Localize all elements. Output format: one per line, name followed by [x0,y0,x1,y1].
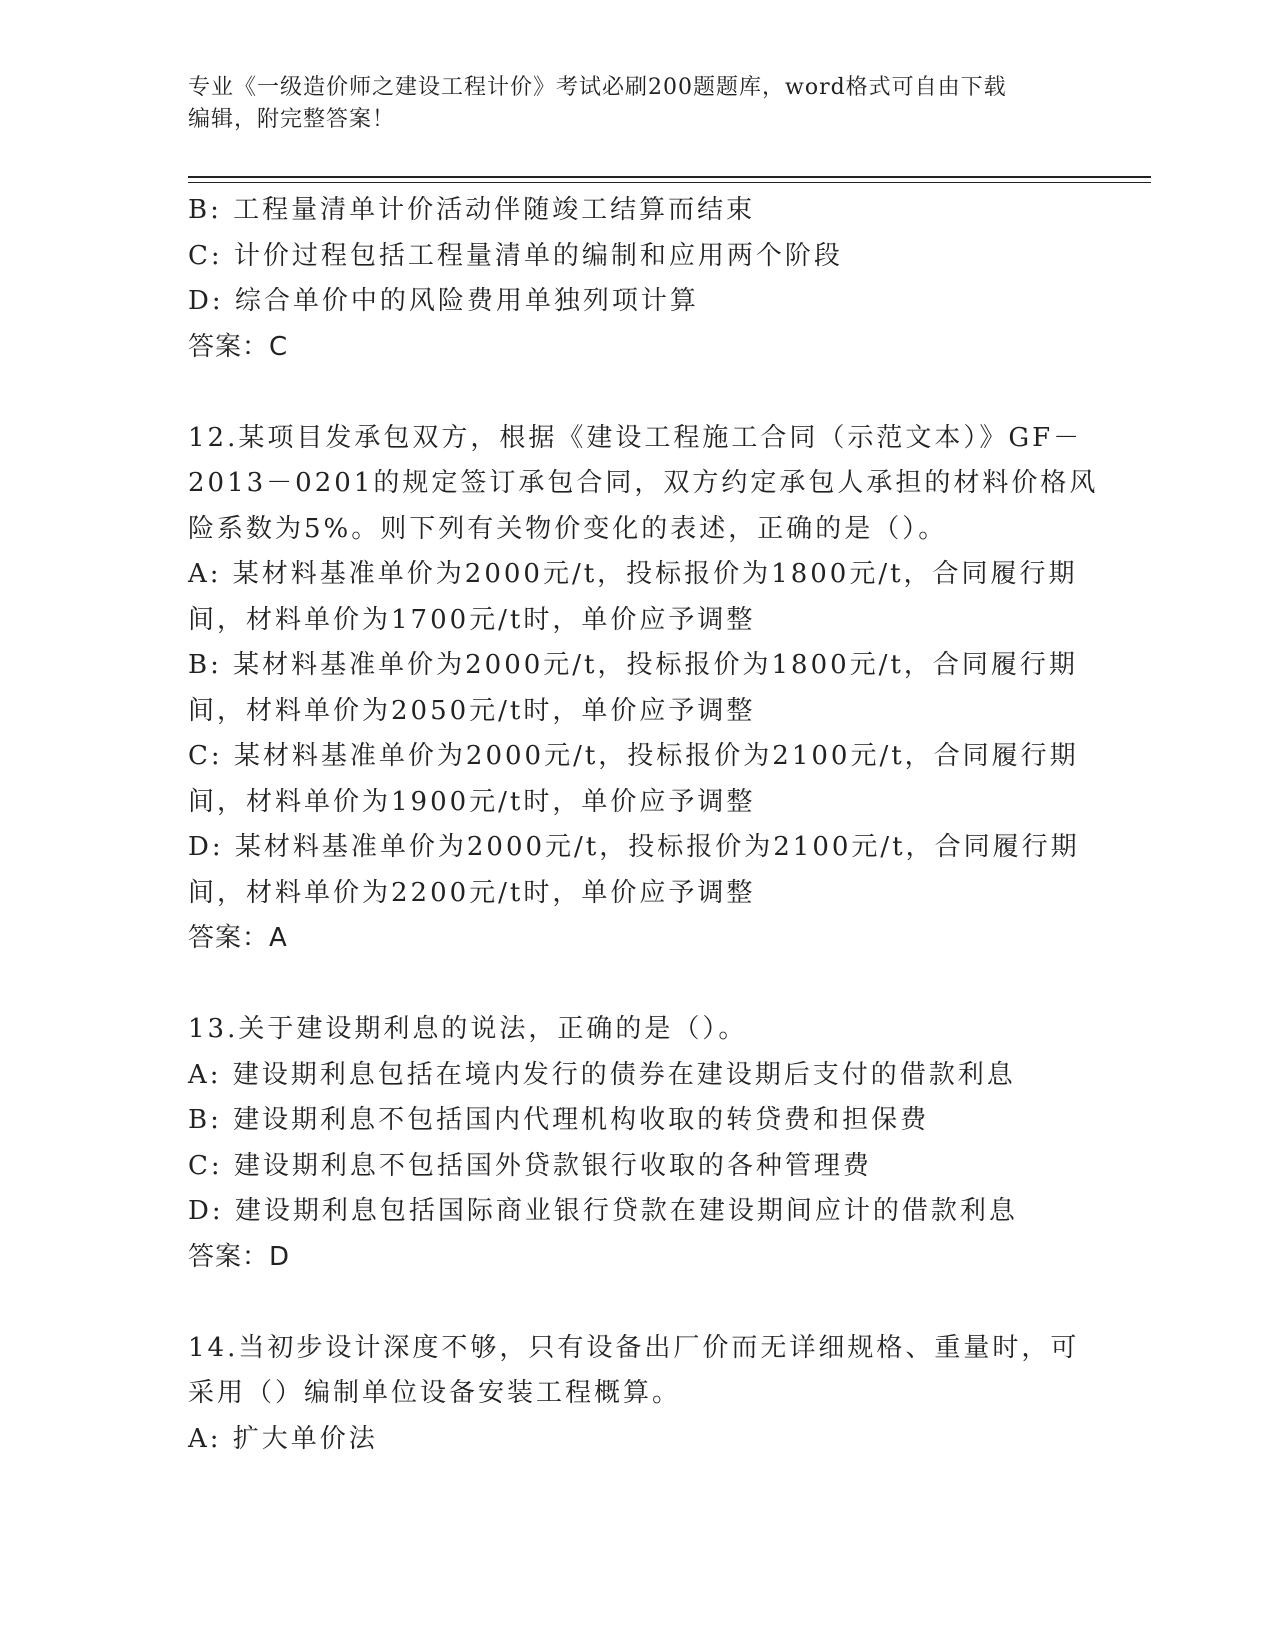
option-d: D: 综合单价中的风险费用单独列项计算 [188,286,699,316]
option-a: A: 建设期利息包括在境内发行的债券在建设期后支付的借款利息 [188,1059,1016,1090]
question-stem: 2013－0201的规定签订承包合同，双方约定承包人承担的材料价格风 [188,468,1099,498]
option-b: B: 某材料基准单价为2000元/t，投标报价为1800元/t，合同履行期 [188,650,1078,680]
option-b-cont: 间，材料单价为2050元/t时，单价应予调整 [188,695,756,726]
question-stem: 12.某项目发承包双方，根据《建设工程施工合同（示范文本）》GF－ [188,422,1083,453]
option-c-cont: 间，材料单价为1900元/t时，单价应予调整 [188,786,756,817]
option-a: A: 扩大单价法 [188,1423,378,1454]
question-stem: 采用（）编制单位设备安装工程概算。 [188,1378,682,1408]
header-line-2: 编辑，附完整答案！ [188,107,396,132]
header-divider-thick [188,176,1151,178]
spacer [188,370,1088,416]
option-b: B: 工程量清单计价活动伴随竣工结算而结束 [188,195,756,225]
answer: 答案：D [188,1241,291,1272]
option-c: C: 建设期利息不包括国外贷款银行收取的各种管理费 [188,1150,872,1181]
question-stem: 14.当初步设计深度不够，只有设备出厂价而无详细规格、重量时，可 [188,1332,1080,1363]
question-13 [188,1007,1088,1280]
answer: 答案：A [188,923,288,953]
option-c: C: 计价过程包括工程量清单的编制和应用两个阶段 [188,240,843,271]
option-a: A: 某材料基准单价为2000元/t，投标报价为1800元/t，合同履行期 [188,559,1078,589]
spacer [188,962,1088,1008]
answer: 答案：C [188,331,289,362]
question-12 [188,416,1099,962]
header-divider-thin [188,182,1151,183]
option-c: C: 某材料基准单价为2000元/t，投标报价为2100元/t，合同履行期 [188,741,1079,771]
header-line-1: 专业《一级造价师之建设工程计价》考试必刷200题题库，word格式可自由下载 [188,75,1007,100]
question-14 [188,1326,1088,1463]
option-d: D: 建设期利息包括国际商业银行贷款在建设期间应计的借款利息 [188,1196,1018,1226]
option-d: D: 某材料基准单价为2000元/t，投标报价为2100元/t，合同履行期 [188,832,1080,862]
question-11-tail [188,188,1088,370]
option-a-cont: 间，材料单价为1700元/t时，单价应予调整 [188,604,756,635]
option-b: B: 建设期利息不包括国内代理机构收取的转贷费和担保费 [188,1105,930,1135]
spacer [188,1280,1088,1326]
question-content [188,188,1099,1462]
question-stem: 险系数为5%。则下列有关物价变化的表述，正确的是（）。 [188,513,948,544]
document-header [188,72,1088,136]
option-d-cont: 间，材料单价为2200元/t时，单价应予调整 [188,877,756,908]
question-stem: 13.关于建设期利息的说法，正确的是（）。 [188,1014,748,1044]
